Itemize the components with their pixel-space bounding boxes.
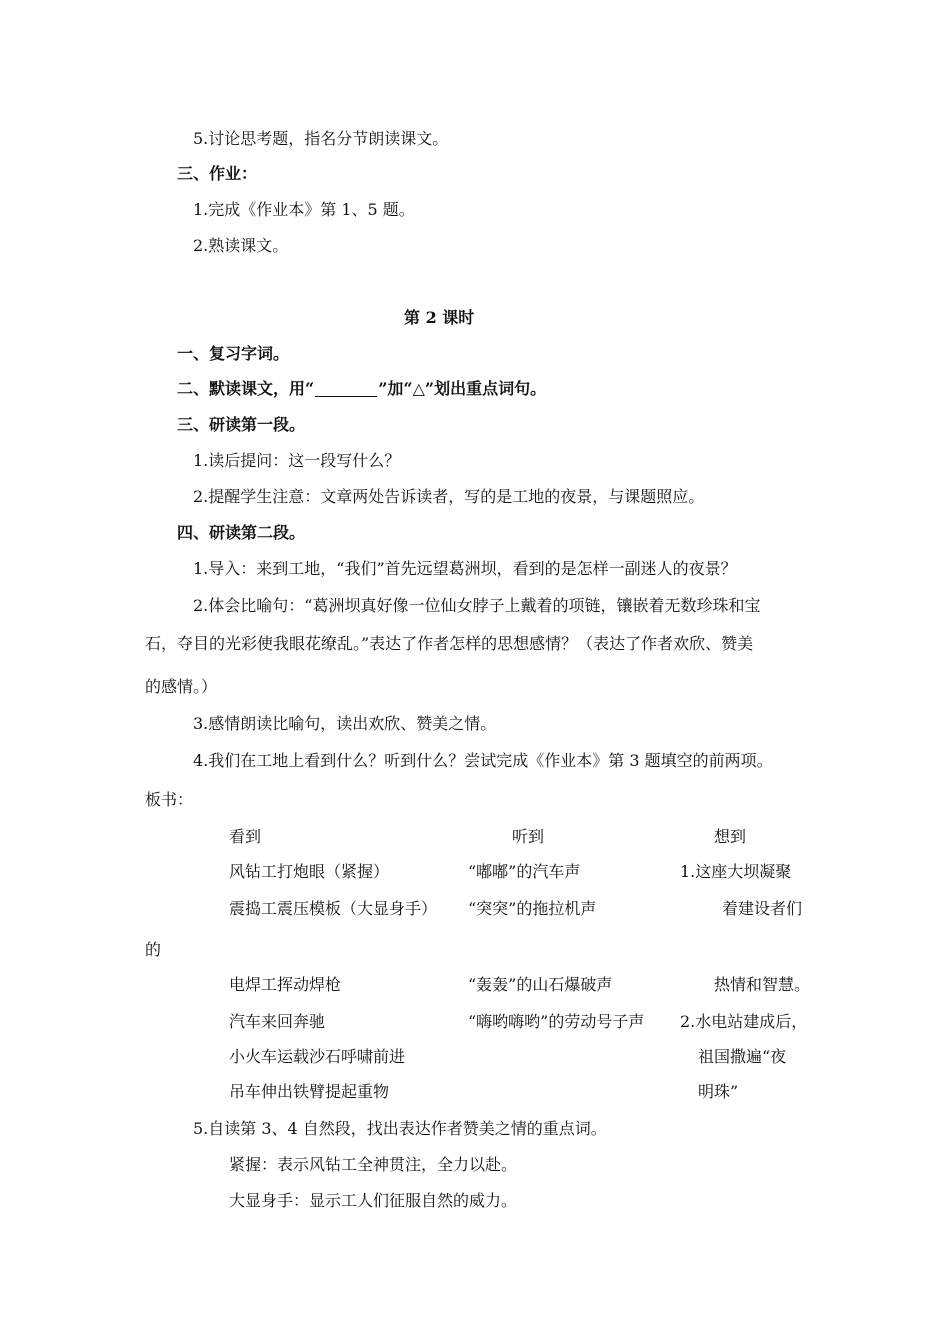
section-4-item-5: 5.自读第 3、4 自然段，找出表达作者赞美之情的重点词。 (193, 1119, 607, 1138)
section-3-item-1: 1.读后提问：这一段写什么？ (193, 451, 401, 470)
homework-item-1: 1.完成《作业本》第 1、5 题。 (193, 200, 415, 219)
board-seen-item: 汽车来回奔驰 (229, 1012, 326, 1031)
section-2-heading (177, 378, 546, 400)
section-1-heading: 一、复习字词。 (177, 344, 290, 363)
board-seen-item: 吊车伸出铁臂提起重物 (229, 1082, 390, 1101)
lesson-title: 第 2 课时 (404, 308, 475, 327)
board-seen-item: 震捣工震压模板（大显身手） (229, 899, 438, 918)
board-label: 板书： (145, 790, 194, 809)
board-header-heard: 听到 (512, 827, 545, 846)
board-seen-item: 电焊工挥动焊枪 (229, 975, 342, 994)
section-4-item-4: 4.我们在工地上看到什么？听到什么？尝试完成《作业本》第 3 题填空的前两项。 (193, 751, 773, 770)
board-heard-item: “嗨哟嗨哟”的劳动号子声 (468, 1012, 645, 1031)
board-header-thought: 想到 (714, 827, 747, 846)
section-2-prefix: 二、默读课文，用“ (177, 379, 315, 398)
board-thought-line: 祖国撒遍“夜 (698, 1047, 787, 1066)
board-heard-item: “嘟嘟”的汽车声 (468, 862, 581, 881)
section-3-heading: 三、研读第一段。 (177, 415, 306, 434)
section-2-suffix: ”加“△”划出重点词句。 (378, 379, 547, 398)
step-5: 5.讨论思考题，指名分节朗读课文。 (193, 129, 449, 148)
board-thought-line: 明珠” (698, 1082, 739, 1101)
homework-item-2: 2.熟读课文。 (193, 236, 289, 255)
board-header-seen: 看到 (229, 827, 262, 846)
homework-heading: 三、作业： (177, 164, 258, 183)
section-3-item-2: 2.提醒学生注意：文章两处告诉读者，写的是工地的夜景，与课题照应。 (193, 487, 705, 506)
section-4-item-3: 3.感情朗读比喻句，读出欢欣、赞美之情。 (193, 714, 497, 733)
definition-daxianshenshou: 大显身手：显示工人们征服自然的威力。 (229, 1191, 518, 1210)
board-seen-item: 风钻工打炮眼（紧握） (229, 862, 390, 881)
board-thought-line: 2.水电站建成后， (680, 1012, 808, 1031)
section-4-heading: 四、研读第二段。 (177, 523, 306, 542)
definition-jinwo: 紧握：表示风钻工全神贯注，全力以赴。 (229, 1155, 518, 1174)
section-4-item-2-line-1: 2.体会比喻句：“葛洲坝真好像一位仙女脖子上戴着的项链，镶嵌着无数珍珠和宝 (193, 596, 761, 615)
section-4-item-1: 1.导入：来到工地，“我们”首先远望葛洲坝，看到的是怎样一副迷人的夜景？ (193, 559, 737, 578)
section-4-item-2-line-3: 的感情。） (145, 677, 218, 696)
underline-mark (315, 380, 377, 397)
board-thought-line: 着建设者们 (722, 899, 803, 918)
board-heard-item: “突突”的拖拉机声 (468, 899, 597, 918)
board-thought-line: 的 (145, 940, 162, 959)
board-thought-line: 1.这座大坝凝聚 (680, 862, 792, 881)
board-seen-item: 小火车运载沙石呼啸前进 (229, 1047, 406, 1066)
board-heard-item: “轰轰”的山石爆破声 (468, 975, 613, 994)
board-thought-line: 热情和智慧。 (714, 975, 811, 994)
section-4-item-2-line-2: 石，夺目的光彩使我眼花缭乱。”表达了作者怎样的思想感情？（表达了作者欢欣、赞美 (145, 634, 754, 653)
